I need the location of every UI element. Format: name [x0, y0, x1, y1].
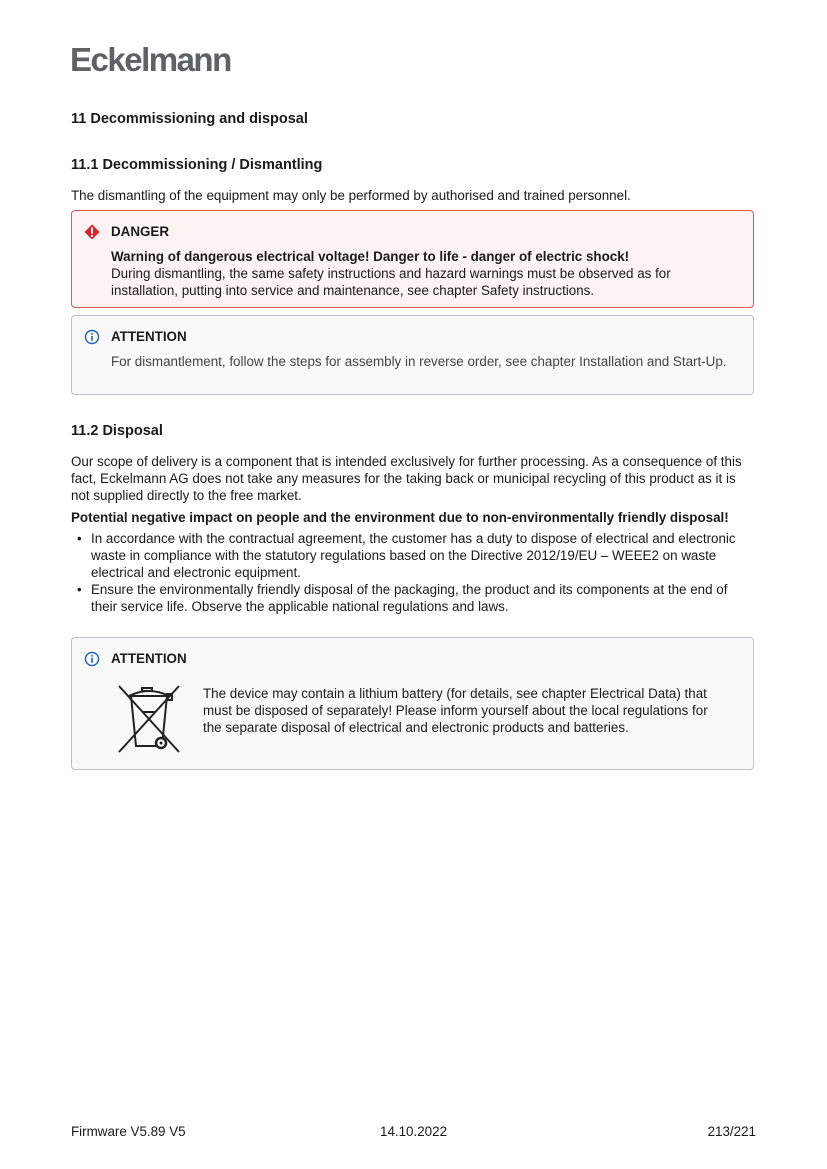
paragraph: The dismantling of the equipment may only be performed by authorised and trained personnel.	[71, 188, 631, 203]
warning-statement: Potential negative impact on people and the environment due to non-environmentally friendly disposal!	[71, 510, 729, 525]
list-item: • In accordance with the contractual agreement, the customer has a duty to dispose of electrical and electronic waste in compliance with the statutory regulations based on the Directive 2012/19/EU – WEEE2 on waste electrical and electronic equipment.	[71, 530, 756, 581]
attention-notice	[71, 315, 754, 395]
chapter-heading: 11 Decommissioning and disposal	[71, 111, 308, 127]
info-icon	[84, 329, 100, 345]
danger-label: DANGER	[111, 224, 170, 239]
paragraph: Our scope of delivery is a component that is intended exclusively for further processing. As a consequence of this fact, Eckelmann AG does not take any measures for the taking back or municipal recycling of this product as it is not supplied directly to the free market.	[71, 454, 742, 503]
danger-headline: Warning of dangerous electrical voltage! Danger to life - danger of electric shock!	[111, 249, 630, 264]
footer-firmware: Firmware V5.89 V5	[71, 1124, 186, 1139]
footer-page-number: 213/221	[707, 1124, 756, 1139]
bullet-list	[71, 530, 756, 615]
attention-notice-battery	[71, 637, 754, 770]
danger-notice	[71, 210, 754, 308]
section-heading-11-2: 11.2 Disposal	[71, 423, 163, 439]
danger-icon	[84, 224, 100, 240]
danger-text: During dismantling, the same safety instructions and hazard warnings must be observed as for installation, putting into service and maintenance, see chapter Safety instructions.	[111, 266, 671, 298]
attention-text: For dismantlement, follow the steps for assembly in reverse order, see chapter Installation and Start-Up.	[111, 354, 727, 369]
attention-text: The device may contain a lithium battery (for details, see chapter Electrical Data) that must be disposed of separately! Please inform yourself about the local regulations for the separate disposal of electrical and electronic products and batteries.	[203, 686, 708, 735]
crossed-out-wheelie-bin-icon	[117, 684, 181, 754]
footer-date: 14.10.2022	[380, 1124, 448, 1139]
attention-label: ATTENTION	[111, 651, 187, 666]
attention-label: ATTENTION	[111, 329, 187, 344]
section-heading-11-1: 11.1 Decommissioning / Dismantling	[71, 157, 323, 173]
list-item: • Ensure the environmentally friendly disposal of the packaging, the product and its components at the end of their service life. Observe the applicable national regulations and laws.	[71, 581, 756, 615]
info-icon	[84, 651, 100, 667]
eckelmann-logo: Eckelmann	[70, 41, 231, 78]
